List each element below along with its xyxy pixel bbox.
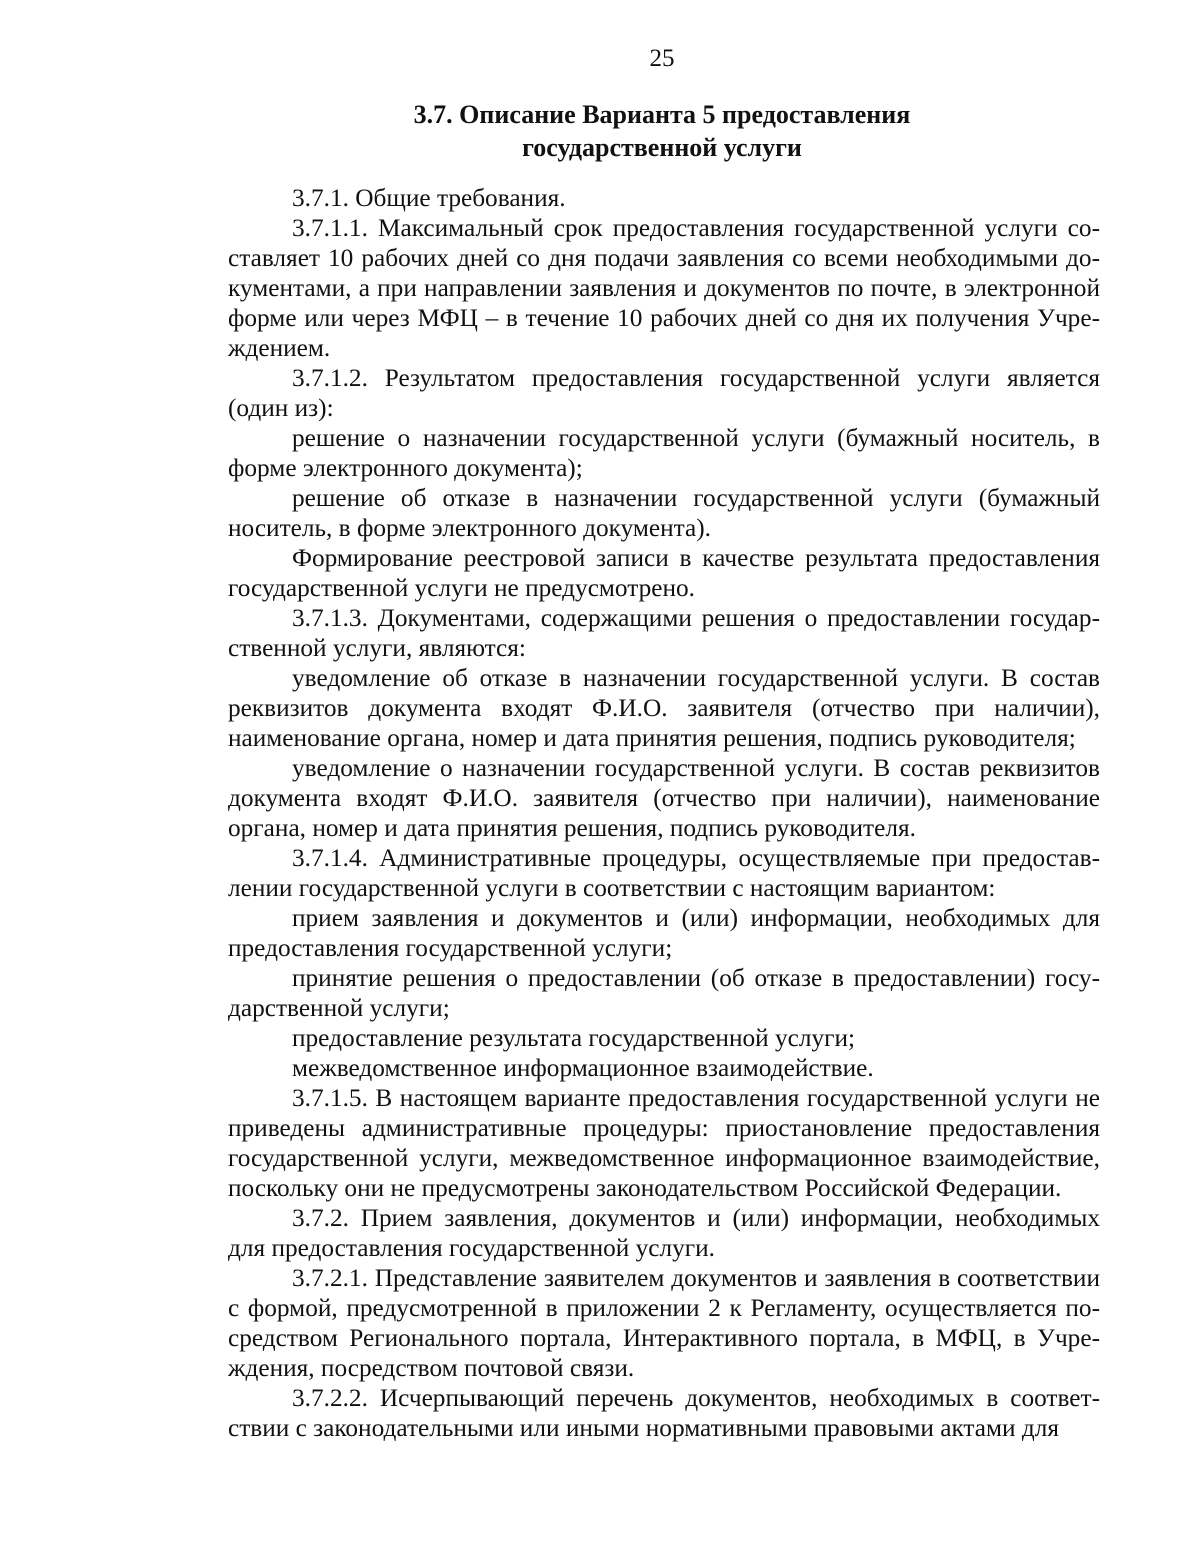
paragraph: 3.7.2. Прием заявления, документов и (или) информации, необходимых для предоставления государственной услуги. xyxy=(228,1204,1100,1262)
section-heading-line-1: 3.7. Описание Варианта 5 предоставления xyxy=(413,100,911,129)
paragraph: уведомление об отказе в назначении государственной услуги. В состав реквизитов документа входят Ф.И.О. заявителя (отчество при наличии), наименование органа, номер и дата принятия решения, подпись руководителя; xyxy=(228,664,1100,752)
paragraph: решение об отказе в назначении государственной услуги (бумажный носитель, в форме электронного документа). xyxy=(228,484,1100,542)
paragraph: 3.7.1.4. Административные процедуры, осуществляемые при предоставлении государственной услуги в соответствии с настоящим вариантом: xyxy=(228,844,1100,902)
section-heading xyxy=(0,98,1200,164)
paragraph: прием заявления и документов и (или) информации, необходимых для предоставления государственной услуги; xyxy=(228,904,1100,962)
paragraph: Формирование реестровой записи в качестве результата предоставления государственной услуги не предусмотрено. xyxy=(228,544,1100,602)
paragraph: предоставление результата государственной услуги; xyxy=(292,1024,856,1052)
paragraph: принятие решения о предоставлении (об отказе в предоставлении) государственной услуги; xyxy=(228,964,1100,1022)
paragraph: 3.7.1.5. В настоящем варианте предоставления государственной услуги не приведены административные процедуры: приостановление предоставления государственной услуги, межведомственное информационное взаимодействие, поскольку они не предусмотрены законодательством Российской Федерации. xyxy=(228,1084,1100,1202)
section-heading-line-2: государственной услуги xyxy=(522,133,802,162)
paragraph: уведомление о назначении государственной услуги. В состав реквизитов документа входят Ф.И.О. заявителя (отчество при наличии), наименование органа, номер и дата принятия решения, подпись руководителя. xyxy=(228,754,1100,842)
paragraph: межведомственное информационное взаимодействие. xyxy=(292,1054,874,1082)
document-body xyxy=(228,183,1100,1443)
paragraph: решение о назначении государственной услуги (бумажный носитель, в форме электронного документа); xyxy=(228,424,1100,482)
paragraph: 3.7.2.1. Представление заявителем документов и заявления в соответствии с формой, предусмотренной в приложении 2 к Регламенту, осуществляется посредством Регионального портала, Интерактивного портала, в МФЦ, в Учреждения, посредством почтовой связи. xyxy=(228,1264,1100,1382)
page-number: 25 xyxy=(649,45,675,72)
paragraph: 3.7.1.3. Документами, содержащими решения о предоставлении государственной услуги, являются: xyxy=(228,604,1100,662)
paragraph: 3.7.1. Общие требования. xyxy=(292,184,566,212)
paragraph: 3.7.1.2. Результатом предоставления государственной услуги является (один из): xyxy=(228,364,1100,422)
paragraph: 3.7.2.2. Исчерпывающий перечень документов, необходимых в соответствии с законодательными или иными нормативными правовыми актами для xyxy=(228,1384,1100,1442)
paragraph: 3.7.1.1. Максимальный срок предоставления государственной услуги составляет 10 рабочих дней со дня подачи заявления со всеми необходимыми документами, а при направлении заявления и документов по почте, в электронной форме или через МФЦ – в течение 10 рабочих дней со дня их получения Учреждением. xyxy=(228,214,1100,362)
